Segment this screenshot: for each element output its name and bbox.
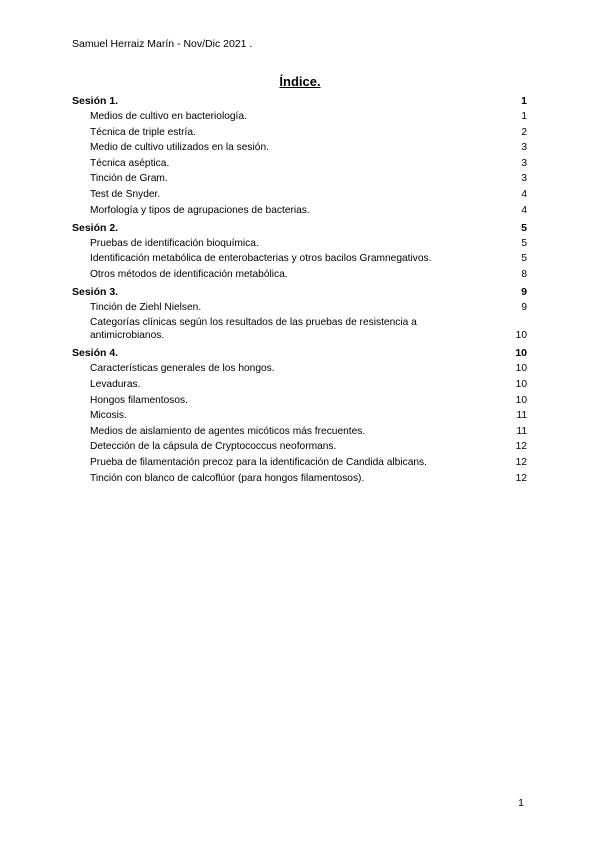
entry-page: 8 xyxy=(521,268,527,280)
toc-section-4[interactable] xyxy=(72,347,527,360)
entry-page: 3 xyxy=(521,173,527,185)
entry-page: 4 xyxy=(521,188,527,200)
entry-text: Otros métodos de identificación metabólica. xyxy=(90,268,288,280)
entry-page: 10 xyxy=(515,378,527,390)
entry-text: Prueba de filamentación precoz para la identificación de Candida albicans. xyxy=(90,456,427,468)
entry-text: Medios de cultivo en bacteriología. xyxy=(90,111,247,122)
entry-text: Micosis. xyxy=(90,410,127,422)
entry-text: Hongos filamentosos. xyxy=(90,394,188,406)
page-header: Samuel Herraiz Marín - Nov/Dic 2021 . xyxy=(72,38,253,50)
toc-entry[interactable] xyxy=(72,316,527,342)
section-page: 1 xyxy=(521,95,527,107)
toc-entry[interactable] xyxy=(72,252,527,265)
entry-page: 11 xyxy=(516,425,527,437)
toc-entry[interactable] xyxy=(72,362,527,375)
entry-page: 5 xyxy=(521,237,527,249)
toc-title: Índice. xyxy=(279,74,321,89)
entry-text: Categorías clínicas según los resultados de las pruebas de resistencia a antimicrobianos. xyxy=(90,317,417,342)
toc-entry[interactable] xyxy=(72,237,527,250)
toc-entry[interactable] xyxy=(72,110,527,123)
toc-entry[interactable] xyxy=(72,472,527,485)
toc-entry[interactable] xyxy=(72,301,527,314)
entry-page: 5 xyxy=(521,253,527,265)
toc-entry[interactable] xyxy=(72,394,527,407)
entry-page: 4 xyxy=(521,204,527,216)
toc-entry[interactable] xyxy=(72,456,527,469)
entry-page: 10 xyxy=(515,330,527,342)
toc-entry[interactable] xyxy=(72,378,527,391)
toc-entry[interactable] xyxy=(72,204,527,217)
toc-entry[interactable] xyxy=(72,188,527,201)
entry-text: Identificación metabólica de enterobacterias y otros bacilos Gramnegativos. xyxy=(90,253,432,265)
entry-page: 12 xyxy=(515,441,527,453)
entry-page: 2 xyxy=(521,126,527,138)
toc-entry[interactable] xyxy=(72,440,527,453)
entry-text: Medio de cultivo utilizados en la sesión. xyxy=(90,142,269,154)
entry-text: Tinción con blanco de calcoflúor (para hongos filamentosos). xyxy=(90,472,365,484)
toc-entry[interactable] xyxy=(72,157,527,170)
toc-section-1[interactable] xyxy=(72,95,527,108)
entry-text: Test de Snyder. xyxy=(90,188,161,200)
toc-entry[interactable] xyxy=(72,409,527,422)
toc-entry[interactable] xyxy=(72,172,527,185)
entry-page: 12 xyxy=(515,472,527,484)
entry-page: 3 xyxy=(521,157,527,169)
entry-page: 10 xyxy=(515,394,527,406)
section-page: 9 xyxy=(521,285,527,298)
entry-text: Pruebas de identificación bioquímica. xyxy=(90,237,259,249)
toc-section-2[interactable] xyxy=(72,222,527,235)
section-page: 5 xyxy=(521,221,527,234)
entry-page: 3 xyxy=(521,142,527,154)
entry-text: Levaduras. xyxy=(90,378,141,390)
entry-text: Detección de la cápsula de Cryptococcus neoformans. xyxy=(90,441,337,453)
toc-entry[interactable] xyxy=(72,425,527,438)
toc-entry[interactable] xyxy=(72,268,527,281)
entry-text: Tinción de Gram. xyxy=(90,173,168,185)
section-label: Sesión 2. xyxy=(72,221,119,234)
entry-text: Tinción de Ziehl Nielsen. xyxy=(90,301,202,313)
entry-page: 10 xyxy=(515,363,527,375)
page-number: 1 xyxy=(518,797,524,809)
section-label: Sesión 3. xyxy=(72,285,119,298)
toc-entry[interactable] xyxy=(72,141,527,154)
entry-text: Técnica aséptica. xyxy=(90,157,170,169)
entry-text: Técnica de triple estría. xyxy=(90,126,196,138)
entry-page: 9 xyxy=(521,301,527,313)
entry-text: Morfología y tipos de agrupaciones de bacterias. xyxy=(90,204,310,216)
table-of-contents xyxy=(72,95,527,487)
entry-page: 1 xyxy=(521,111,527,122)
section-label: Sesión 1. xyxy=(72,95,119,107)
entry-text: Características generales de los hongos. xyxy=(90,363,275,375)
entry-page: 12 xyxy=(515,456,527,468)
entry-text: Medios de aislamiento de agentes micóticos más frecuentes. xyxy=(90,425,366,437)
section-label: Sesión 4. xyxy=(72,347,119,360)
toc-entry[interactable] xyxy=(72,126,527,139)
section-page: 10 xyxy=(515,347,527,360)
toc-section-3[interactable] xyxy=(72,286,527,299)
entry-page: 11 xyxy=(516,410,527,422)
